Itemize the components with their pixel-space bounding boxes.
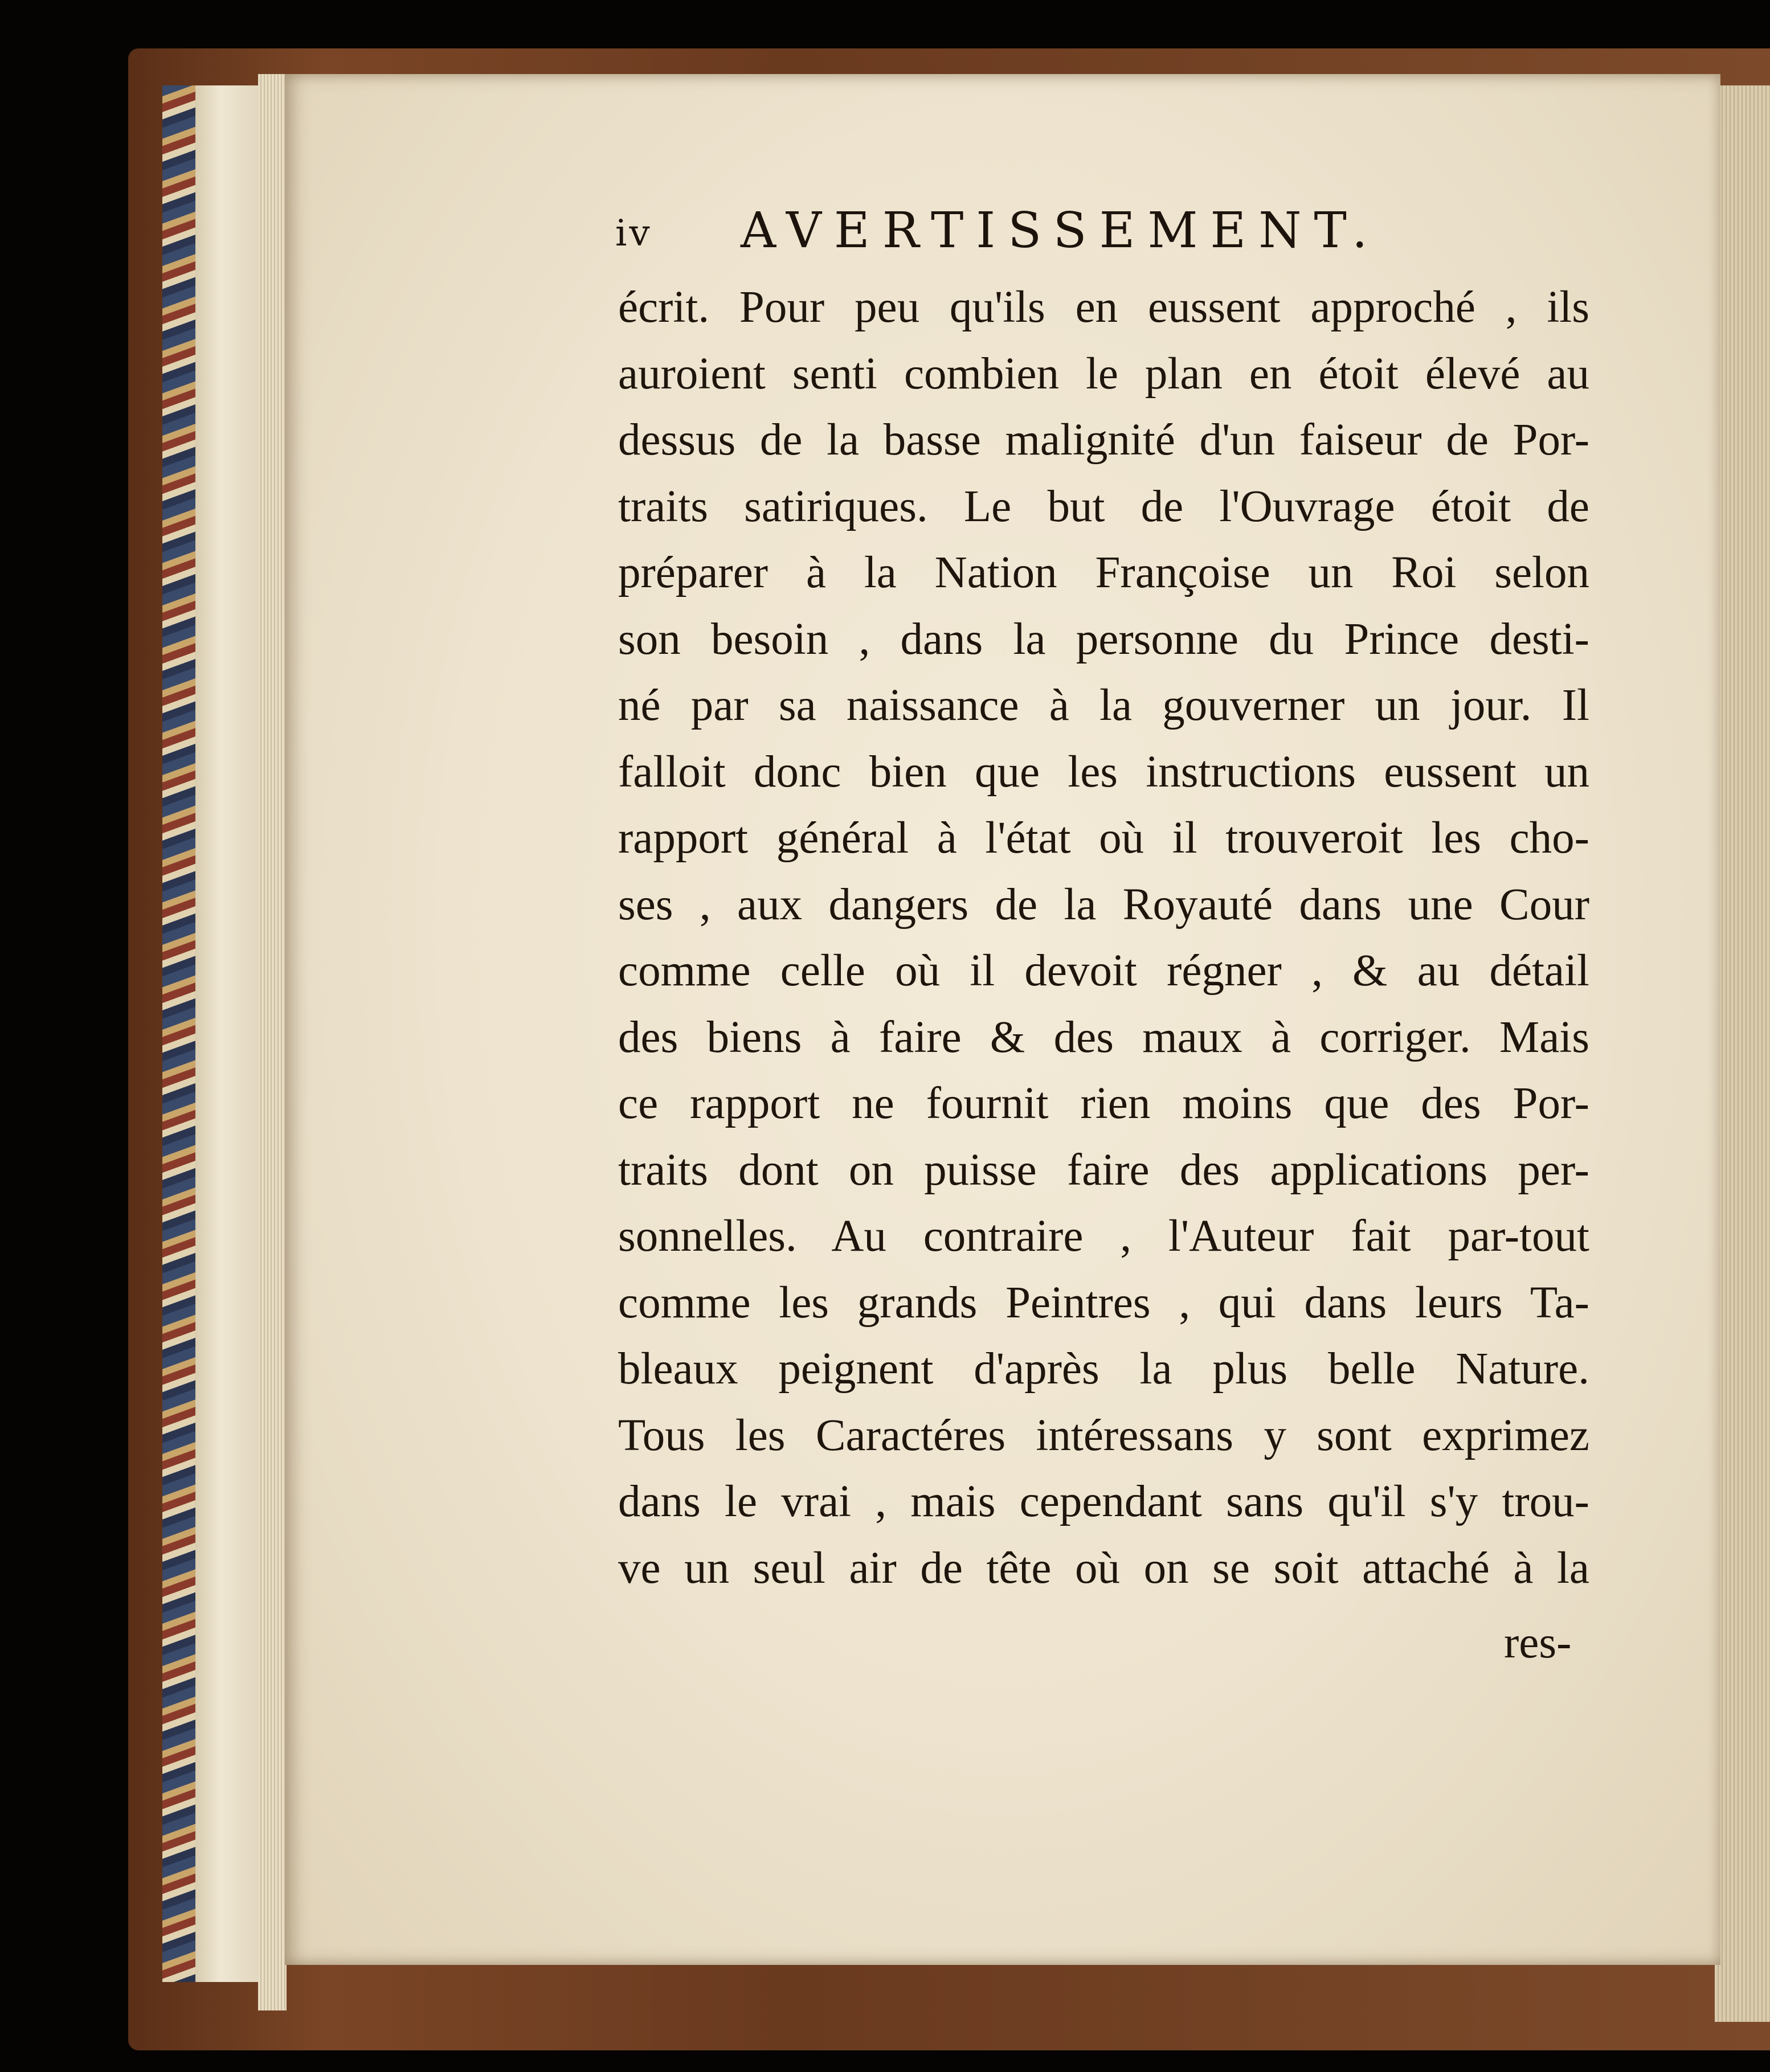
text-line: rapport général à l'état où il trouveroit les cho-: [618, 813, 1589, 863]
text-line: ses , aux dangers de la Royauté dans une Cour: [618, 879, 1589, 929]
text-line: des biens à faire & des maux à corriger. Mais: [618, 1012, 1589, 1062]
text-line: sonnelles. Au contraire , l'Auteur fait par-tout: [618, 1211, 1589, 1261]
text-line: préparer à la Nation Françoise un Roi selon: [618, 548, 1589, 597]
text-line: comme celle où il devoit régner , & au détail: [618, 946, 1589, 996]
text-line: Tous les Caractéres intéressans y sont exprimez: [618, 1410, 1589, 1460]
catchword: res-: [1504, 1618, 1572, 1668]
text-line: falloit donc bien que les instructions eussent un: [618, 747, 1589, 797]
page-edges-right: [1715, 85, 1770, 2022]
text-line: dessus de la basse malignité d'un faiseur de Por-: [618, 415, 1589, 465]
running-title: AVERTISSEMENT.: [741, 202, 1380, 259]
text-line: traits satiriques. Le but de l'Ouvrage étoit de: [618, 481, 1589, 531]
page-edges-left: [258, 74, 287, 2010]
text-line: traits dont on puisse faire des applications per-: [618, 1145, 1589, 1195]
text-line: ce rapport ne fournit rien moins que des Por-: [618, 1079, 1589, 1128]
text-line: né par sa naissance à la gouverner un jour. Il: [618, 681, 1589, 730]
text-line: comme les grands Peintres , qui dans leurs Ta-: [618, 1277, 1589, 1328]
text-line: dans le vrai , mais cependant sans qu'il s'y trou-: [618, 1477, 1589, 1526]
flyleaf: [195, 85, 258, 1982]
page-header: [615, 202, 1470, 265]
text-line: écrit. Pour peu qu'ils en eussent approché , ils: [618, 282, 1589, 332]
text-line: ve un seul air de tête où on se soit attaché à la: [618, 1543, 1589, 1593]
text-line: auroient senti combien le plan en étoit élevé au: [618, 349, 1589, 399]
text-line: bleaux peignent d'après la plus belle Nature.: [618, 1344, 1589, 1394]
text-line: son besoin , dans la personne du Prince desti-: [618, 614, 1589, 664]
page-number: iv: [615, 212, 652, 255]
marbled-endpaper: [162, 85, 195, 1982]
body-text: [618, 275, 1589, 1602]
